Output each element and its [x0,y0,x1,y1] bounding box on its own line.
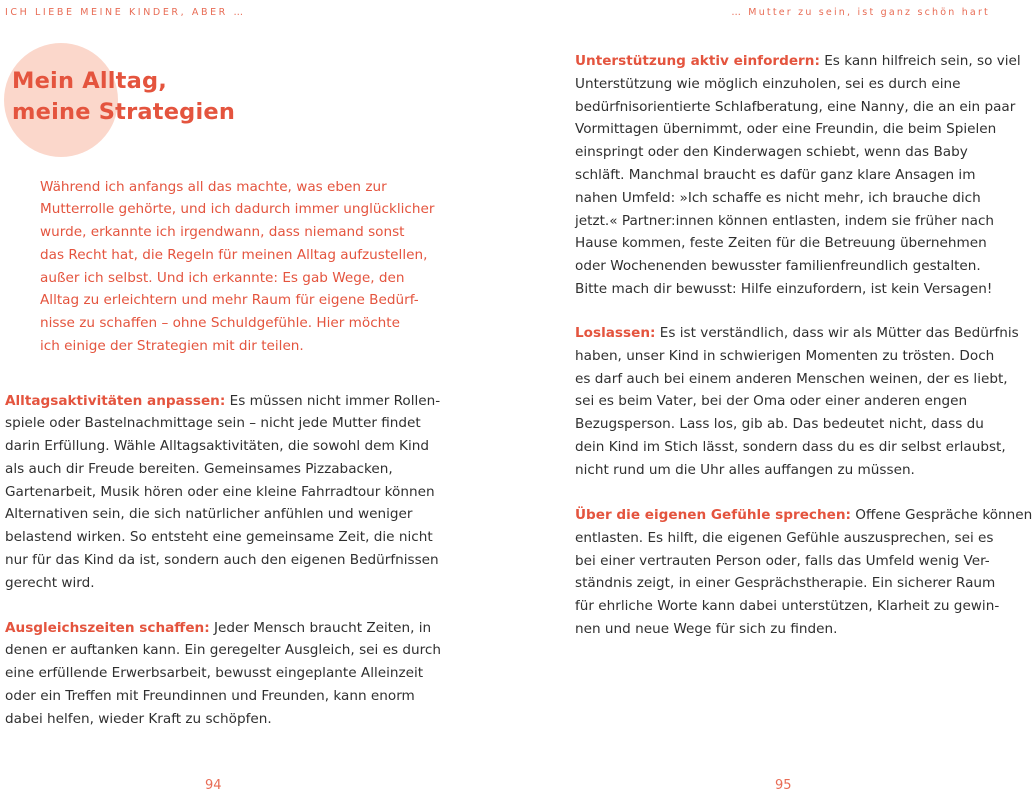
section-heading: Über die eigenen Gefühle sprechen: [575,507,851,523]
paragraph-line: nahen Umfeld: »Ich schaffe es nicht mehr, ich brauche dich [575,189,981,206]
paragraph-text: Es müssen nicht immer Rollen- [225,392,441,409]
paragraph-line: Vormittagen übernimmt, oder eine Freundin, die beim Spielen [575,121,997,138]
paragraph-line: bei einer vertrauten Person oder, falls das Umfeld wenig Ver- [575,552,990,569]
section-heading: Ausgleichszeiten schaffen: [5,619,210,636]
section-alltagsaktivitaeten [5,390,465,595]
paragraph-line: Alternativen sein, die sich natürlicher anfühlen und weniger [5,506,413,523]
intro-line: Alltag zu erleichtern und mehr Raum für eigene Bedürf- [40,292,419,309]
section-heading: Loslassen: [575,325,656,341]
paragraph-line: nicht rund um die Uhr alles auffangen zu müssen. [575,461,915,478]
paragraph-line: haben, unser Kind in schwierigen Momenten zu trösten. Doch [575,347,995,364]
paragraph-line [575,322,1035,345]
paragraph-line: eine erfüllende Erwerbsarbeit, bewusst eingeplante Alleinzeit [5,665,424,682]
intro-line: das Recht hat, die Regeln für meinen Alltag aufzustellen, [40,246,428,263]
intro-line: außer ich selbst. Und ich erkannte: Es gab Wege, den [40,269,405,286]
section-unterstuetzung [575,50,1035,301]
running-head-left: ICH LIEBE MEINE KINDER, ABER … [5,7,246,18]
right-page [500,0,1033,800]
paragraph-line: als auch dir Freude bereiten. Gemeinsames Pizzabacken, [5,460,393,477]
paragraph-line: ständnis zeigt, in einer Gesprächstherapie. Ein sicherer Raum [575,575,996,592]
section-gefuehle-sprechen [575,504,1035,641]
chapter-title-line: Mein Alltag, [12,68,168,94]
paragraph-line: Bezugsperson. Lass los, gib ab. Das bedeutet nicht, dass du [575,416,984,433]
paragraph-line: sei es beim Vater, bei der Oma oder einer anderen engen [575,393,968,410]
section-heading: Unterstützung aktiv einfordern: [575,53,820,69]
intro-line: Mutterrolle gehörte, und ich dadurch immer unglücklicher [40,201,435,218]
intro-line: wurde, erkannte ich irgendwann, dass niemand sonst [40,224,405,241]
intro-line: Während ich anfangs all das machte, was eben zur [40,178,387,195]
page-number: 95 [775,778,792,793]
paragraph-line: nen und neue Wege für sich zu finden. [575,620,838,637]
page-number: 94 [205,778,222,793]
paragraph-line [5,617,465,640]
paragraph-line: es darf auch bei einem anderen Menschen weinen, der es liebt, [575,370,1008,387]
paragraph-line: dein Kind im Stich lässt, sondern dass du es dir selbst erlaubst, [575,438,1006,455]
paragraph-line: spiele oder Bastelnachmittage sein – nicht jede Mutter findet [5,415,421,432]
running-head-right: … Mutter zu sein, ist ganz schön hart [731,7,990,18]
chapter-title [12,66,235,128]
paragraph-line: schläft. Manchmal braucht es dafür ganz klare Ansagen im [575,166,976,183]
chapter-title-line: meine Strategien [12,99,236,125]
section-ausgleichszeiten [5,617,465,731]
intro-line: ich einige der Strategien mit dir teilen. [40,338,304,355]
paragraph-line: Hause kommen, feste Zeiten für die Betreuung übernehmen [575,235,987,252]
paragraph-text: Offene Gespräche können [850,507,1033,523]
paragraph-line: Bitte mach dir bewusst: Hilfe einzufordern, ist kein Versagen! [575,280,993,297]
paragraph-text: Es kann hilfreich sein, so viel [819,53,1021,69]
paragraph-text: Jeder Mensch braucht Zeiten, in [209,619,432,636]
paragraph-line: nur für das Kind da ist, sondern auch den eigenen Bedürfnissen [5,552,439,569]
paragraph-line: denen er auftanken kann. Ein geregelter Ausgleich, sei es durch [5,642,442,659]
paragraph-line: oder Wochenenden bewusster familienfreundlich gestalten. [575,258,981,275]
paragraph-line: jetzt.« Partner:innen können entlasten, indem sie früher nach [575,212,995,229]
paragraph-line: Unterstützung wie möglich einzuholen, sei es durch eine [575,75,961,92]
paragraph-line [5,390,465,413]
paragraph-line: dabei helfen, wieder Kraft zu schöpfen. [5,710,272,727]
paragraph-line: darin Erfüllung. Wähle Alltagsaktivitäten, die sowohl dem Kind [5,438,429,455]
paragraph-line: belastend wirken. So entsteht eine gemeinsame Zeit, die nicht [5,529,433,546]
paragraph-line [575,50,1035,73]
paragraph-line: entlasten. Es hilft, die eigenen Gefühle auszusprechen, sei es [575,529,994,546]
intro-line: nisse zu schaffen – ohne Schuldgefühle. Hier möchte [40,315,400,332]
paragraph-line: einspringt oder den Kinderwagen schiebt, wenn das Baby [575,144,968,161]
section-loslassen [575,322,1035,482]
paragraph-line [575,504,1035,527]
left-page [0,0,500,800]
paragraph-line: gerecht wird. [5,574,95,591]
paragraph-text: Es ist verständlich, dass wir als Mütter das Bedürfnis [655,325,1019,341]
paragraph-line: Gartenarbeit, Musik hören oder eine kleine Fahrradtour können [5,483,435,500]
intro-paragraph [40,176,440,358]
paragraph-line: für ehrliche Worte kann dabei unterstützen, Klarheit zu gewin- [575,598,1000,615]
section-heading: Alltagsaktivitäten anpassen: [5,392,226,409]
paragraph-line: oder ein Treffen mit Freundinnen und Freunden, kann enorm [5,687,415,704]
paragraph-line: bedürfnisorientierte Schlafberatung, eine Nanny, die an ein paar [575,98,1016,115]
